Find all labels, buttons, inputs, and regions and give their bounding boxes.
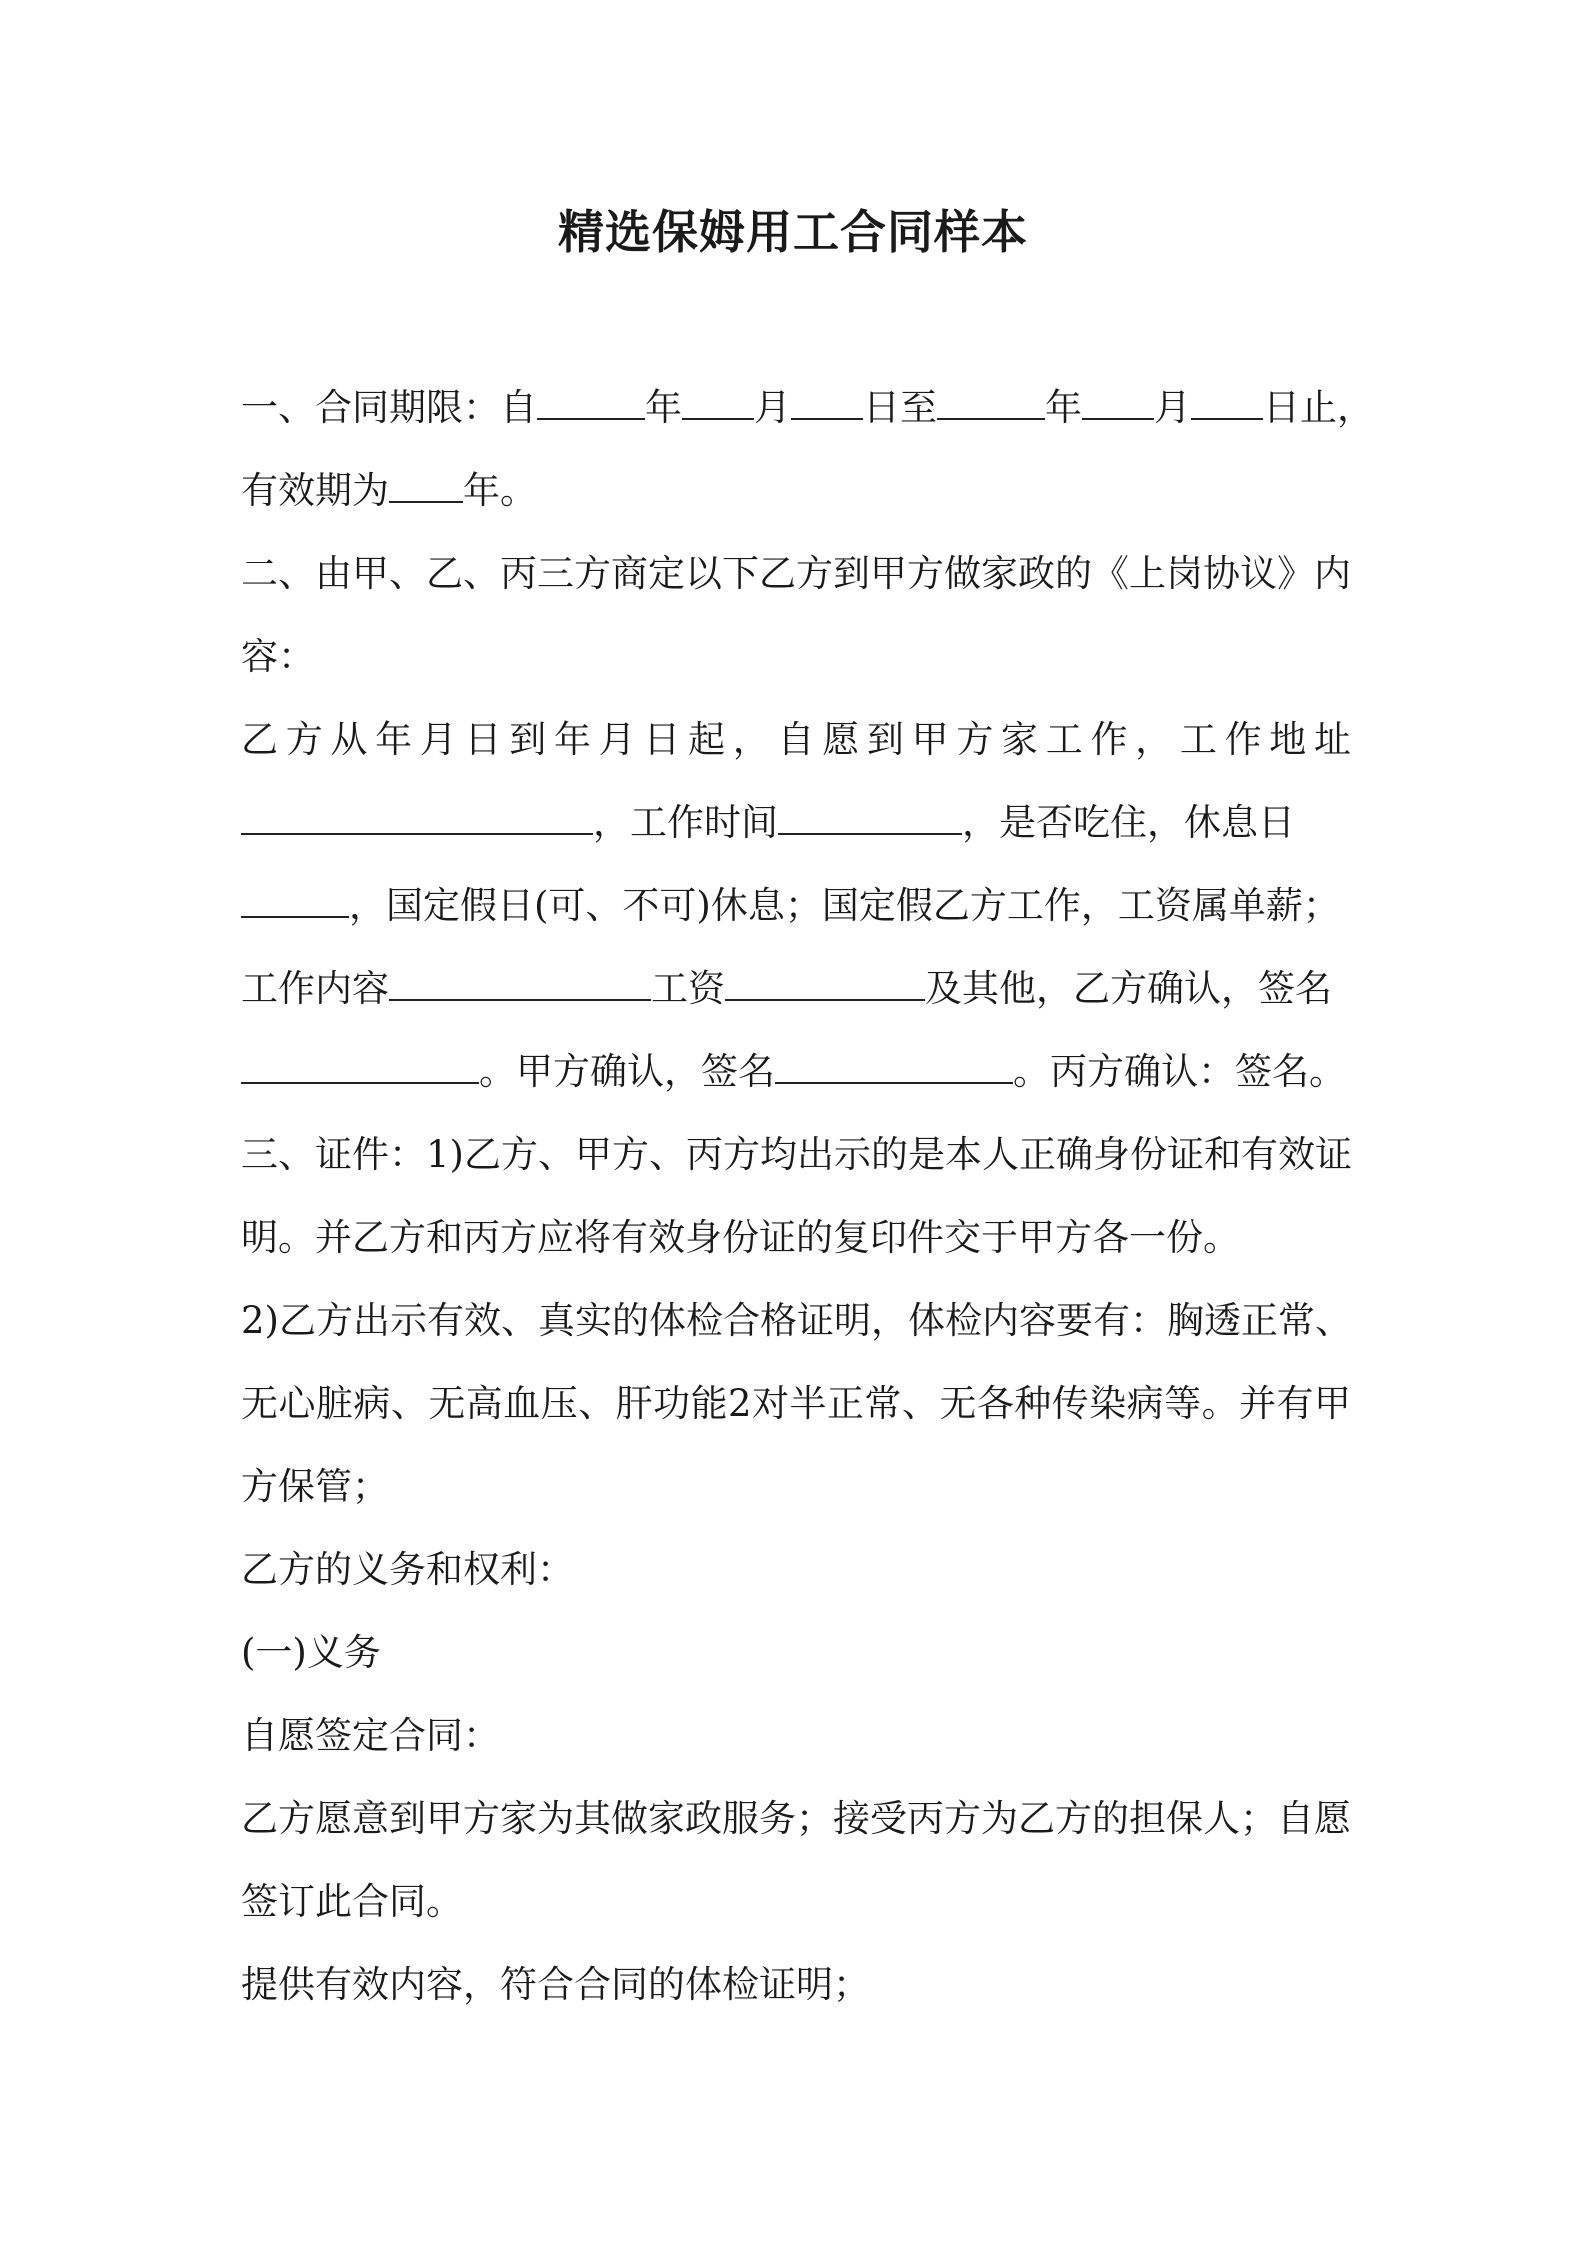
- clause-two-line: 容：: [241, 635, 315, 678]
- blank-end-year: [937, 388, 1045, 420]
- signature-line: [241, 1030, 1351, 1113]
- holiday-line: [241, 864, 1351, 947]
- blank-wage: [725, 969, 925, 1001]
- blank-start-year: [537, 388, 645, 420]
- blank-work-time: [778, 803, 962, 835]
- text-segment: ，是否吃住，休息日: [962, 801, 1295, 844]
- work-address-line: [241, 781, 1351, 864]
- obligation-line: 提供有效内容，符合合同的体检证明；: [241, 1963, 870, 2006]
- text-segment: 年: [645, 386, 682, 429]
- text-segment: ，国定假日(可、不可)休息；国定假乙方工作，工资属单薪；: [349, 884, 1340, 927]
- text-segment: 及其他，乙方确认，签名: [925, 967, 1332, 1010]
- subsection-heading: (一)义务: [241, 1631, 381, 1674]
- blank-start-month: [682, 388, 754, 420]
- validity-line: [241, 449, 1351, 532]
- blank-party-b-signature: [241, 1052, 479, 1084]
- blank-end-month: [1082, 388, 1154, 420]
- contract-body: [241, 366, 1374, 2026]
- blank-work-address: [241, 803, 593, 835]
- obligation-line: 签订此合同。: [241, 1880, 463, 1923]
- health-check-line: 无心脏病、无高血压、肝功能2对半正常、无各种传染病等。并有甲: [241, 1382, 1351, 1425]
- text-segment: 年。: [463, 469, 537, 512]
- text-segment: ，工作时间: [593, 801, 778, 844]
- text-segment: 有效期为: [241, 469, 389, 512]
- employment-line: 乙方从年月日到年月日起，自愿到甲方家工作，工作地址: [241, 718, 1351, 761]
- blank-rest-day: [241, 886, 349, 918]
- blank-validity-years: [389, 471, 463, 503]
- text-segment: 日至: [863, 386, 937, 429]
- blank-party-a-signature: [775, 1052, 1013, 1084]
- section-heading: 乙方的义务和权利：: [241, 1548, 574, 1591]
- text-segment: 月: [754, 386, 791, 429]
- documents-clause-line: 三、证件：1)乙方、甲方、丙方均出示的是本人正确身份证和有效证: [241, 1133, 1352, 1176]
- health-check-line: 方保管；: [241, 1465, 389, 1508]
- item-heading: 自愿签定合同：: [241, 1714, 500, 1757]
- text-segment: 。丙方确认：签名。: [1013, 1050, 1346, 1093]
- text-segment: 年: [1045, 386, 1082, 429]
- text-segment: 日止，: [1263, 386, 1374, 429]
- contract-term-line: [241, 366, 1374, 449]
- text-segment: 。甲方确认，签名: [479, 1050, 775, 1093]
- clause-two-line: 二、由甲、乙、丙三方商定以下乙方到甲方做家政的《上岗协议》内: [241, 552, 1351, 595]
- blank-end-day: [1191, 388, 1263, 420]
- blank-start-day: [791, 388, 863, 420]
- work-content-line: [241, 947, 1351, 1030]
- blank-work-content: [389, 969, 651, 1001]
- text-segment: 一、合同期限：自: [241, 386, 537, 429]
- documents-clause-line: 明。并乙方和丙方应将有效身份证的复印件交于甲方各一份。: [241, 1216, 1240, 1259]
- obligation-line: 乙方愿意到甲方家为其做家政服务；接受丙方为乙方的担保人；自愿: [241, 1797, 1351, 1840]
- text-segment: 工资: [651, 967, 725, 1010]
- health-check-line: 2)乙方出示有效、真实的体检合格证明，体检内容要有：胸透正常、: [241, 1299, 1352, 1342]
- text-segment: 工作内容: [241, 967, 389, 1010]
- text-segment: 月: [1154, 386, 1191, 429]
- document-title: 精选保姆用工合同样本: [558, 205, 1028, 259]
